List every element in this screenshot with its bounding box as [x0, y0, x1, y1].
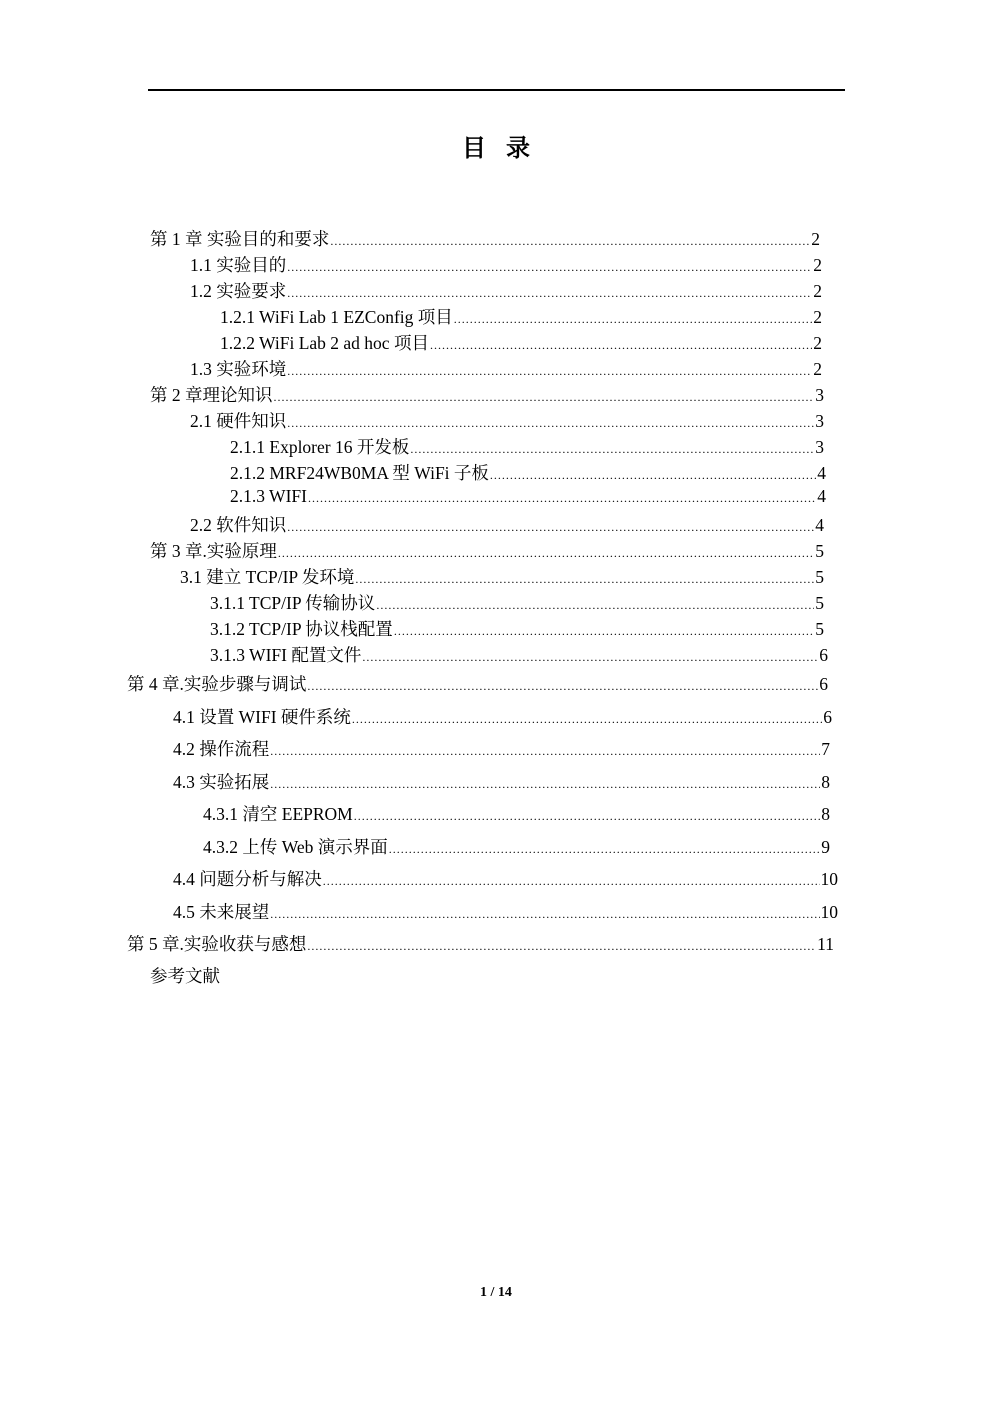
- toc-entry-label: 4.1 设置 WIFI 硬件系统: [173, 707, 351, 727]
- toc-entry[interactable]: [203, 834, 830, 859]
- toc-entry-label: 4.3.2 上传 Web 演示界面: [203, 837, 388, 857]
- dot-leader: [270, 777, 820, 792]
- toc-entry-page: 3: [815, 411, 824, 431]
- toc-entry-label: 参考文献: [150, 966, 220, 986]
- dot-leader: [454, 312, 812, 327]
- toc-entry-label: 4.3.1 清空 EEPROM: [203, 804, 353, 824]
- toc-entry[interactable]: [173, 736, 830, 761]
- toc-entry-label: 3.1.1 TCP/IP 传输协议: [210, 593, 376, 613]
- toc-entry-label: 2.1.3 WIFI: [230, 486, 307, 506]
- toc-entry-label: 3.1.3 WIFI 配置文件: [210, 645, 362, 665]
- dot-leader: [376, 598, 814, 613]
- toc-entry[interactable]: [150, 538, 824, 563]
- toc-entry-label: 4.5 未来展望: [173, 902, 270, 922]
- toc-entry-label: 3.1.2 TCP/IP 协议栈配置: [210, 619, 393, 639]
- toc-entry-page: 5: [815, 593, 824, 613]
- toc-entry-page: 8: [821, 804, 830, 824]
- toc-entry-references[interactable]: [150, 963, 220, 988]
- dot-leader: [270, 907, 819, 922]
- dot-leader: [274, 390, 815, 405]
- toc-entry-page: 6: [823, 707, 832, 727]
- dot-leader: [330, 234, 810, 249]
- toc-entry-label: 1.3 实验环境: [190, 359, 287, 379]
- toc-entry[interactable]: [173, 769, 830, 794]
- toc-entry[interactable]: [230, 434, 824, 459]
- dot-leader: [355, 572, 814, 587]
- dot-leader: [362, 650, 818, 665]
- dot-leader: [490, 468, 816, 483]
- toc-title: 目录: [462, 134, 550, 162]
- header-rule: [148, 89, 845, 91]
- toc-entry-label: 第 2 章理论知识: [150, 385, 273, 405]
- toc-entry[interactable]: [203, 801, 830, 826]
- toc-entry[interactable]: [173, 866, 838, 891]
- dot-leader: [307, 679, 818, 694]
- toc-entry-page: 3: [815, 437, 824, 457]
- toc-entry[interactable]: [230, 486, 826, 507]
- dot-leader: [354, 809, 821, 824]
- toc-entry-label: 第 5 章.实验收获与感想: [127, 934, 307, 954]
- toc-entry[interactable]: [190, 278, 822, 303]
- toc-entry-label: 1.2.2 WiFi Lab 2 ad hoc 项目: [220, 333, 429, 353]
- toc-entry[interactable]: [210, 616, 824, 641]
- toc-entry-page: 2: [813, 307, 822, 327]
- toc-entry[interactable]: [210, 642, 828, 667]
- toc-entry-page: 2: [813, 255, 822, 275]
- dot-leader: [270, 744, 820, 759]
- toc-entry-label: 1.2.1 WiFi Lab 1 EZConfig 项目: [220, 307, 453, 327]
- dot-leader: [287, 416, 814, 431]
- toc-entry-page: 2: [813, 281, 822, 301]
- toc-entry[interactable]: [190, 356, 822, 381]
- toc-entry[interactable]: [127, 671, 828, 696]
- dot-leader: [352, 712, 822, 727]
- toc-entry[interactable]: [220, 304, 822, 329]
- toc-entry[interactable]: [150, 226, 820, 251]
- toc-entry-label: 2.1.1 Explorer 16 开发板: [230, 437, 410, 457]
- toc-entry[interactable]: [127, 931, 834, 956]
- toc-entry-label: 2.2 软件知识: [190, 515, 287, 535]
- toc-entry[interactable]: [150, 382, 824, 407]
- toc-entry-label: 1.1 实验目的: [190, 255, 287, 275]
- toc-entry[interactable]: [173, 899, 838, 924]
- toc-entry[interactable]: [230, 460, 826, 485]
- toc-entry-page: 5: [815, 619, 824, 639]
- toc-entry[interactable]: [220, 330, 822, 355]
- toc-entry[interactable]: [173, 704, 832, 729]
- toc-entry-page: 2: [811, 229, 820, 249]
- toc-entry-page: 9: [821, 837, 830, 857]
- toc-entry-page: 10: [820, 869, 838, 889]
- toc-entry-label: 3.1 建立 TCP/IP 发环境: [180, 567, 355, 587]
- dot-leader: [287, 364, 812, 379]
- dot-leader: [430, 338, 812, 353]
- toc-entry[interactable]: [210, 590, 824, 615]
- toc-entry-page: 2: [813, 333, 822, 353]
- toc-entry-label: 4.3 实验拓展: [173, 772, 270, 792]
- toc-entry-page: 3: [815, 385, 824, 405]
- toc-entry-page: 5: [815, 541, 824, 561]
- toc-entry-page: 6: [819, 674, 828, 694]
- toc-entry-label: 2.1 硬件知识: [190, 411, 287, 431]
- page-number: 1 / 14: [480, 1285, 512, 1300]
- dot-leader: [307, 939, 816, 954]
- toc-entry-label: 4.2 操作流程: [173, 739, 270, 759]
- toc-entry-label: 4.4 问题分析与解决: [173, 869, 322, 889]
- toc-entry[interactable]: [190, 252, 822, 277]
- dot-leader: [410, 442, 814, 457]
- toc-entry-page: 2: [813, 359, 822, 379]
- toc-entry-label: 2.1.2 MRF24WB0MA 型 WiFi 子板: [230, 463, 489, 483]
- dot-leader: [278, 546, 814, 561]
- toc-entry-page: 5: [815, 567, 824, 587]
- dot-leader: [394, 624, 814, 639]
- dot-leader: [287, 260, 812, 275]
- toc-entry-page: 4: [817, 463, 826, 483]
- toc-entry-label: 第 3 章.实验原理: [150, 541, 277, 561]
- toc-entry-page: 11: [817, 934, 834, 954]
- toc-entry-page: 6: [819, 645, 828, 665]
- toc-entry-page: 4: [815, 515, 824, 535]
- dot-leader: [287, 286, 812, 301]
- toc-entry-page: 10: [820, 902, 838, 922]
- toc-entry-page: 7: [821, 739, 830, 759]
- dot-leader: [287, 520, 814, 535]
- dot-leader: [323, 874, 820, 889]
- toc-entry-label: 第 4 章.实验步骤与调试: [127, 674, 307, 694]
- dot-leader: [308, 491, 816, 506]
- dot-leader: [389, 842, 820, 857]
- toc-entry-label: 第 1 章 实验目的和要求: [150, 229, 330, 249]
- toc-entry-page: 4: [817, 486, 826, 506]
- toc-entry[interactable]: [190, 512, 824, 537]
- toc-entry[interactable]: [190, 408, 824, 433]
- toc-entry[interactable]: [180, 564, 824, 589]
- toc-entry-label: 1.2 实验要求: [190, 281, 287, 301]
- toc-entry-page: 8: [821, 772, 830, 792]
